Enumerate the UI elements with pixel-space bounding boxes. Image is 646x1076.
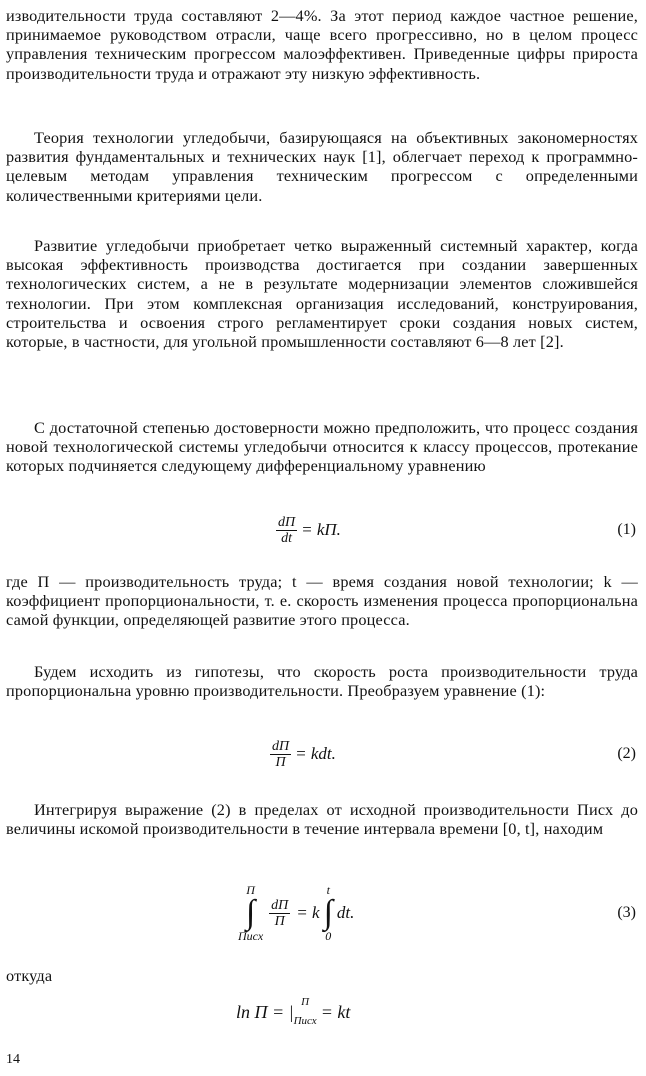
- integral: t ∫ 0: [323, 883, 333, 943]
- equation-2: $\frac{dП}{П}$ = kdt. (2): [272, 738, 636, 770]
- equation-number: (1): [617, 521, 636, 538]
- equation-number: (2): [617, 745, 636, 762]
- fraction: $\frac{dП}{П}$: [271, 897, 289, 929]
- integral-sign-icon: ∫: [245, 894, 256, 931]
- integral: П ∫ Писх: [238, 883, 264, 943]
- paragraph-8: откуда: [6, 966, 53, 985]
- paragraph-5: где П — производительность труда; t — время создания новой технологии; k — коэффициент пропорциональности, т. е. скорость изменения процесса пропорциональна самой функции, определяющей развитие этого процесса.: [6, 572, 638, 630]
- integral-sign-icon: ∫: [323, 894, 333, 931]
- paragraph-2: Теория технологии угледобычи, базирующаяся на объективных закономерностях развития фундаментальных и технических наук [1], облегчает переход к программно-целевым методам управления техническим прогрессом с определенными количественными критериями цели.: [6, 128, 638, 205]
- paragraph-7: Интегрируя выражение (2) в пределах от исходной производительности Писх до величины искомой производительности в течение интервала времени [0, t], находим: [6, 800, 638, 839]
- paragraph-6: Будем исходить из гипотезы, что скорость роста производительности труда пропорциональна уровню производительности. Преобразуем уравнение (1):: [6, 662, 638, 701]
- fraction: $\frac{dП}{П}$: [272, 738, 290, 770]
- fraction: $\frac{dП}{dt}$: [278, 514, 296, 546]
- paragraph-3: Развитие угледобычи приобретает четко выраженный системный характер, когда высокая эффективность производства достигается при создании завершенных технологических систем, а не в результате модернизации элементов сложившейся технологии. При этом комплексная организация исследований, конструирования, строительства и освоения строго регламентирует сроки создания новых систем, которые, в частности, для угольной промышленности составляют 6—8 лет [2].: [6, 236, 638, 352]
- paragraph-4: С достаточной степенью достоверности можно предположить, что процесс создания новой технологической системы угледобычи относится к классу процессов, протекание которых подчиняется следующему дифференциальному уравнению: [6, 418, 638, 476]
- equation-number: (3): [617, 904, 636, 921]
- paragraph-1: изводительности труда составляют 2—4%. За этот период каждое частное решение, принимаемое руководством отрасли, чаще всего прогрессивно, но в целом процесс управления техническим прогрессом малоэффективен. Приведенные цифры прироста производительности труда и отражают эту низкую эффективность.: [6, 6, 638, 83]
- equation-3: П ∫ Писх $\frac{dП}{П}$ = k t ∫ 0 dt. (3): [238, 883, 636, 943]
- evaluation-limits: П Писх: [293, 996, 317, 1027]
- equation-1: $\frac{dП}{dt}$ = kП. (1): [278, 514, 636, 546]
- equation-4: ln П = | П Писх = kt: [236, 996, 351, 1027]
- page-number: 14: [6, 1052, 20, 1067]
